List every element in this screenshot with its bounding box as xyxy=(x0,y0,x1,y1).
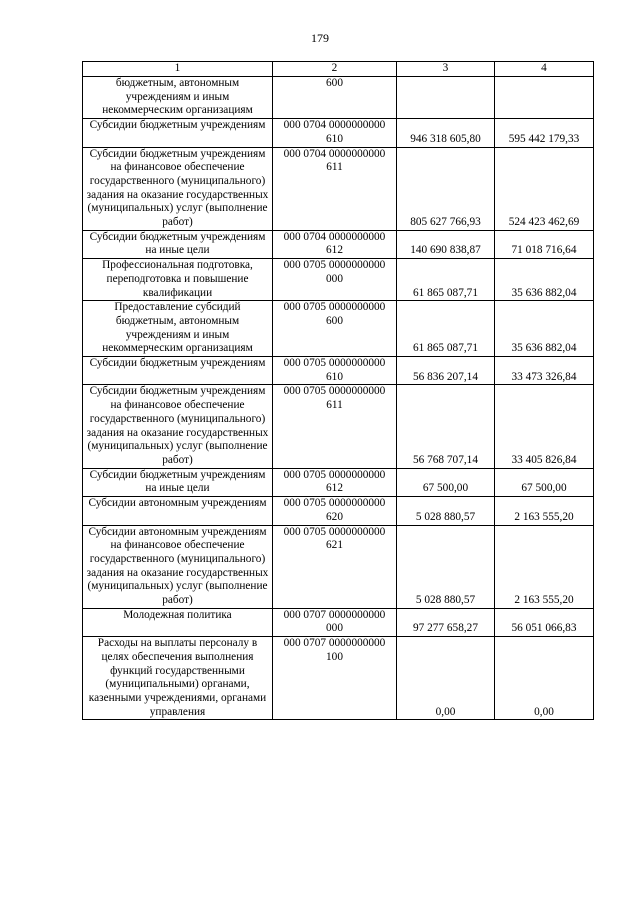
classification-code-line: 000 0705 0000000000 xyxy=(283,357,386,370)
expense-name-cell: Субсидии бюджетным учреждениям на финансовое обеспечение государственного (муниципального) задания на оказание государственных (муниципальных) услуг (выполнение работ) xyxy=(83,147,273,230)
expense-name-cell: Субсидии автономным учреждениям xyxy=(83,497,273,525)
amount-column-4-cell: 595 442 179,33 xyxy=(495,119,594,147)
amount-column-4-cell: 33 473 326,84 xyxy=(495,357,594,385)
table-row xyxy=(83,357,594,385)
amount-column-3-cell: 0,00 xyxy=(397,637,495,720)
classification-code-line: 611 xyxy=(326,399,343,412)
amount-column-3-cell: 805 627 766,93 xyxy=(397,147,495,230)
amount-column-3-cell: 67 500,00 xyxy=(397,468,495,496)
classification-code-line: 000 0705 0000000000 xyxy=(283,497,386,510)
classification-code-cell xyxy=(273,77,397,119)
classification-code-line: 000 xyxy=(326,272,343,285)
classification-code-line: 100 xyxy=(326,650,343,663)
expense-name-cell: Субсидии бюджетным учреждениям xyxy=(83,357,273,385)
table-body xyxy=(83,62,594,720)
classification-code-line: 612 xyxy=(326,244,343,257)
amount-column-3-cell: 61 865 087,71 xyxy=(397,301,495,357)
table-row xyxy=(83,608,594,636)
classification-code-line: 000 0707 0000000000 xyxy=(283,637,386,650)
classification-code-line: 612 xyxy=(326,482,343,495)
table-row xyxy=(83,385,594,468)
classification-code-line: 610 xyxy=(326,370,343,383)
table-row xyxy=(83,468,594,496)
amount-column-3-cell: 56 836 207,14 xyxy=(397,357,495,385)
classification-code-line: 000 0707 0000000000 xyxy=(283,608,386,621)
expense-name-cell: Молодежная политика xyxy=(83,608,273,636)
table-row xyxy=(83,301,594,357)
expense-name-cell: Субсидии бюджетным учреждениям на иные цели xyxy=(83,468,273,496)
classification-code-line: 000 0704 0000000000 xyxy=(283,230,386,243)
classification-code-line: 000 0704 0000000000 xyxy=(283,147,386,160)
classification-code-cell xyxy=(273,147,397,230)
amount-column-3-cell: 140 690 838,87 xyxy=(397,230,495,258)
table-row xyxy=(83,525,594,608)
budget-table xyxy=(82,61,594,720)
expense-name-cell: Расходы на выплаты персоналу в целях обеспечения выполнения функций государственными (муниципальными) органами, казенными учреждениями, органами управления xyxy=(83,637,273,720)
classification-code-line: 000 0705 0000000000 xyxy=(283,468,386,481)
amount-column-3-cell: 61 865 087,71 xyxy=(397,259,495,301)
classification-code-cell xyxy=(273,301,397,357)
classification-code-line: 000 0705 0000000000 xyxy=(283,385,386,398)
amount-column-3-cell: 5 028 880,57 xyxy=(397,497,495,525)
amount-column-3-cell: 97 277 658,27 xyxy=(397,608,495,636)
amount-column-4-cell: 35 636 882,04 xyxy=(495,301,594,357)
column-header-2: 2 xyxy=(273,62,397,77)
classification-code-cell xyxy=(273,230,397,258)
expense-name-cell: Предоставление субсидий бюджетным, автономным учреждениям и иным некоммерческим организациям xyxy=(83,301,273,357)
table-row xyxy=(83,77,594,119)
classification-code-cell xyxy=(273,637,397,720)
classification-code-line: 000 0705 0000000000 xyxy=(283,525,386,538)
amount-column-4-cell: 2 163 555,20 xyxy=(495,497,594,525)
classification-code-cell xyxy=(273,608,397,636)
amount-column-4-cell: 524 423 462,69 xyxy=(495,147,594,230)
classification-code-cell xyxy=(273,385,397,468)
amount-column-3-cell: 5 028 880,57 xyxy=(397,525,495,608)
classification-code-line: 000 0705 0000000000 xyxy=(283,259,386,272)
expense-name-cell: Профессиональная подготовка, переподготовка и повышение квалификации xyxy=(83,259,273,301)
table-row xyxy=(83,497,594,525)
expense-name-cell: Субсидии бюджетным учреждениям xyxy=(83,119,273,147)
classification-code-cell xyxy=(273,468,397,496)
classification-code-cell xyxy=(273,357,397,385)
amount-column-3-cell: 56 768 707,14 xyxy=(397,385,495,468)
classification-code-line: 000 0704 0000000000 xyxy=(283,119,386,132)
table-row xyxy=(83,637,594,720)
amount-column-4-cell xyxy=(495,77,594,119)
classification-code-line: 621 xyxy=(326,539,343,552)
amount-column-3-cell: 946 318 605,80 xyxy=(397,119,495,147)
amount-column-4-cell: 33 405 826,84 xyxy=(495,385,594,468)
classification-code-line: 000 0705 0000000000 xyxy=(283,301,386,314)
classification-code-line: 610 xyxy=(326,132,343,145)
table-row xyxy=(83,119,594,147)
amount-column-4-cell: 67 500,00 xyxy=(495,468,594,496)
amount-column-4-cell: 0,00 xyxy=(495,637,594,720)
expense-name-cell: Субсидии бюджетным учреждениям на иные цели xyxy=(83,230,273,258)
column-header-1: 1 xyxy=(83,62,273,77)
classification-code-cell xyxy=(273,497,397,525)
classification-code-line: 600 xyxy=(326,314,343,327)
classification-code-line: 600 xyxy=(326,77,343,89)
amount-column-4-cell: 2 163 555,20 xyxy=(495,525,594,608)
classification-code-cell xyxy=(273,119,397,147)
table-row xyxy=(83,259,594,301)
classification-code-line: 620 xyxy=(326,510,343,523)
amount-column-4-cell: 35 636 882,04 xyxy=(495,259,594,301)
classification-code-cell xyxy=(273,259,397,301)
classification-code-line: 000 xyxy=(326,622,343,635)
table-row xyxy=(83,230,594,258)
expense-name-cell: Субсидии автономным учреждениям на финансовое обеспечение государственного (муниципального) задания на оказание государственных (муниципальных) услуг (выполнение работ) xyxy=(83,525,273,608)
amount-column-3-cell xyxy=(397,77,495,119)
classification-code-cell xyxy=(273,525,397,608)
expense-name-cell: Субсидии бюджетным учреждениям на финансовое обеспечение государственного (муниципального) задания на оказание государственных (муниципальных) услуг (выполнение работ) xyxy=(83,385,273,468)
amount-column-4-cell: 71 018 716,64 xyxy=(495,230,594,258)
column-number-row xyxy=(83,62,594,77)
classification-code-line: 611 xyxy=(326,161,343,174)
table-row xyxy=(83,147,594,230)
column-header-3: 3 xyxy=(397,62,495,77)
column-header-4: 4 xyxy=(495,62,594,77)
expense-name-cell: бюджетным, автономным учреждениям и иным некоммерческим организациям xyxy=(83,77,273,119)
page-number: 179 xyxy=(311,31,329,45)
amount-column-4-cell: 56 051 066,83 xyxy=(495,608,594,636)
